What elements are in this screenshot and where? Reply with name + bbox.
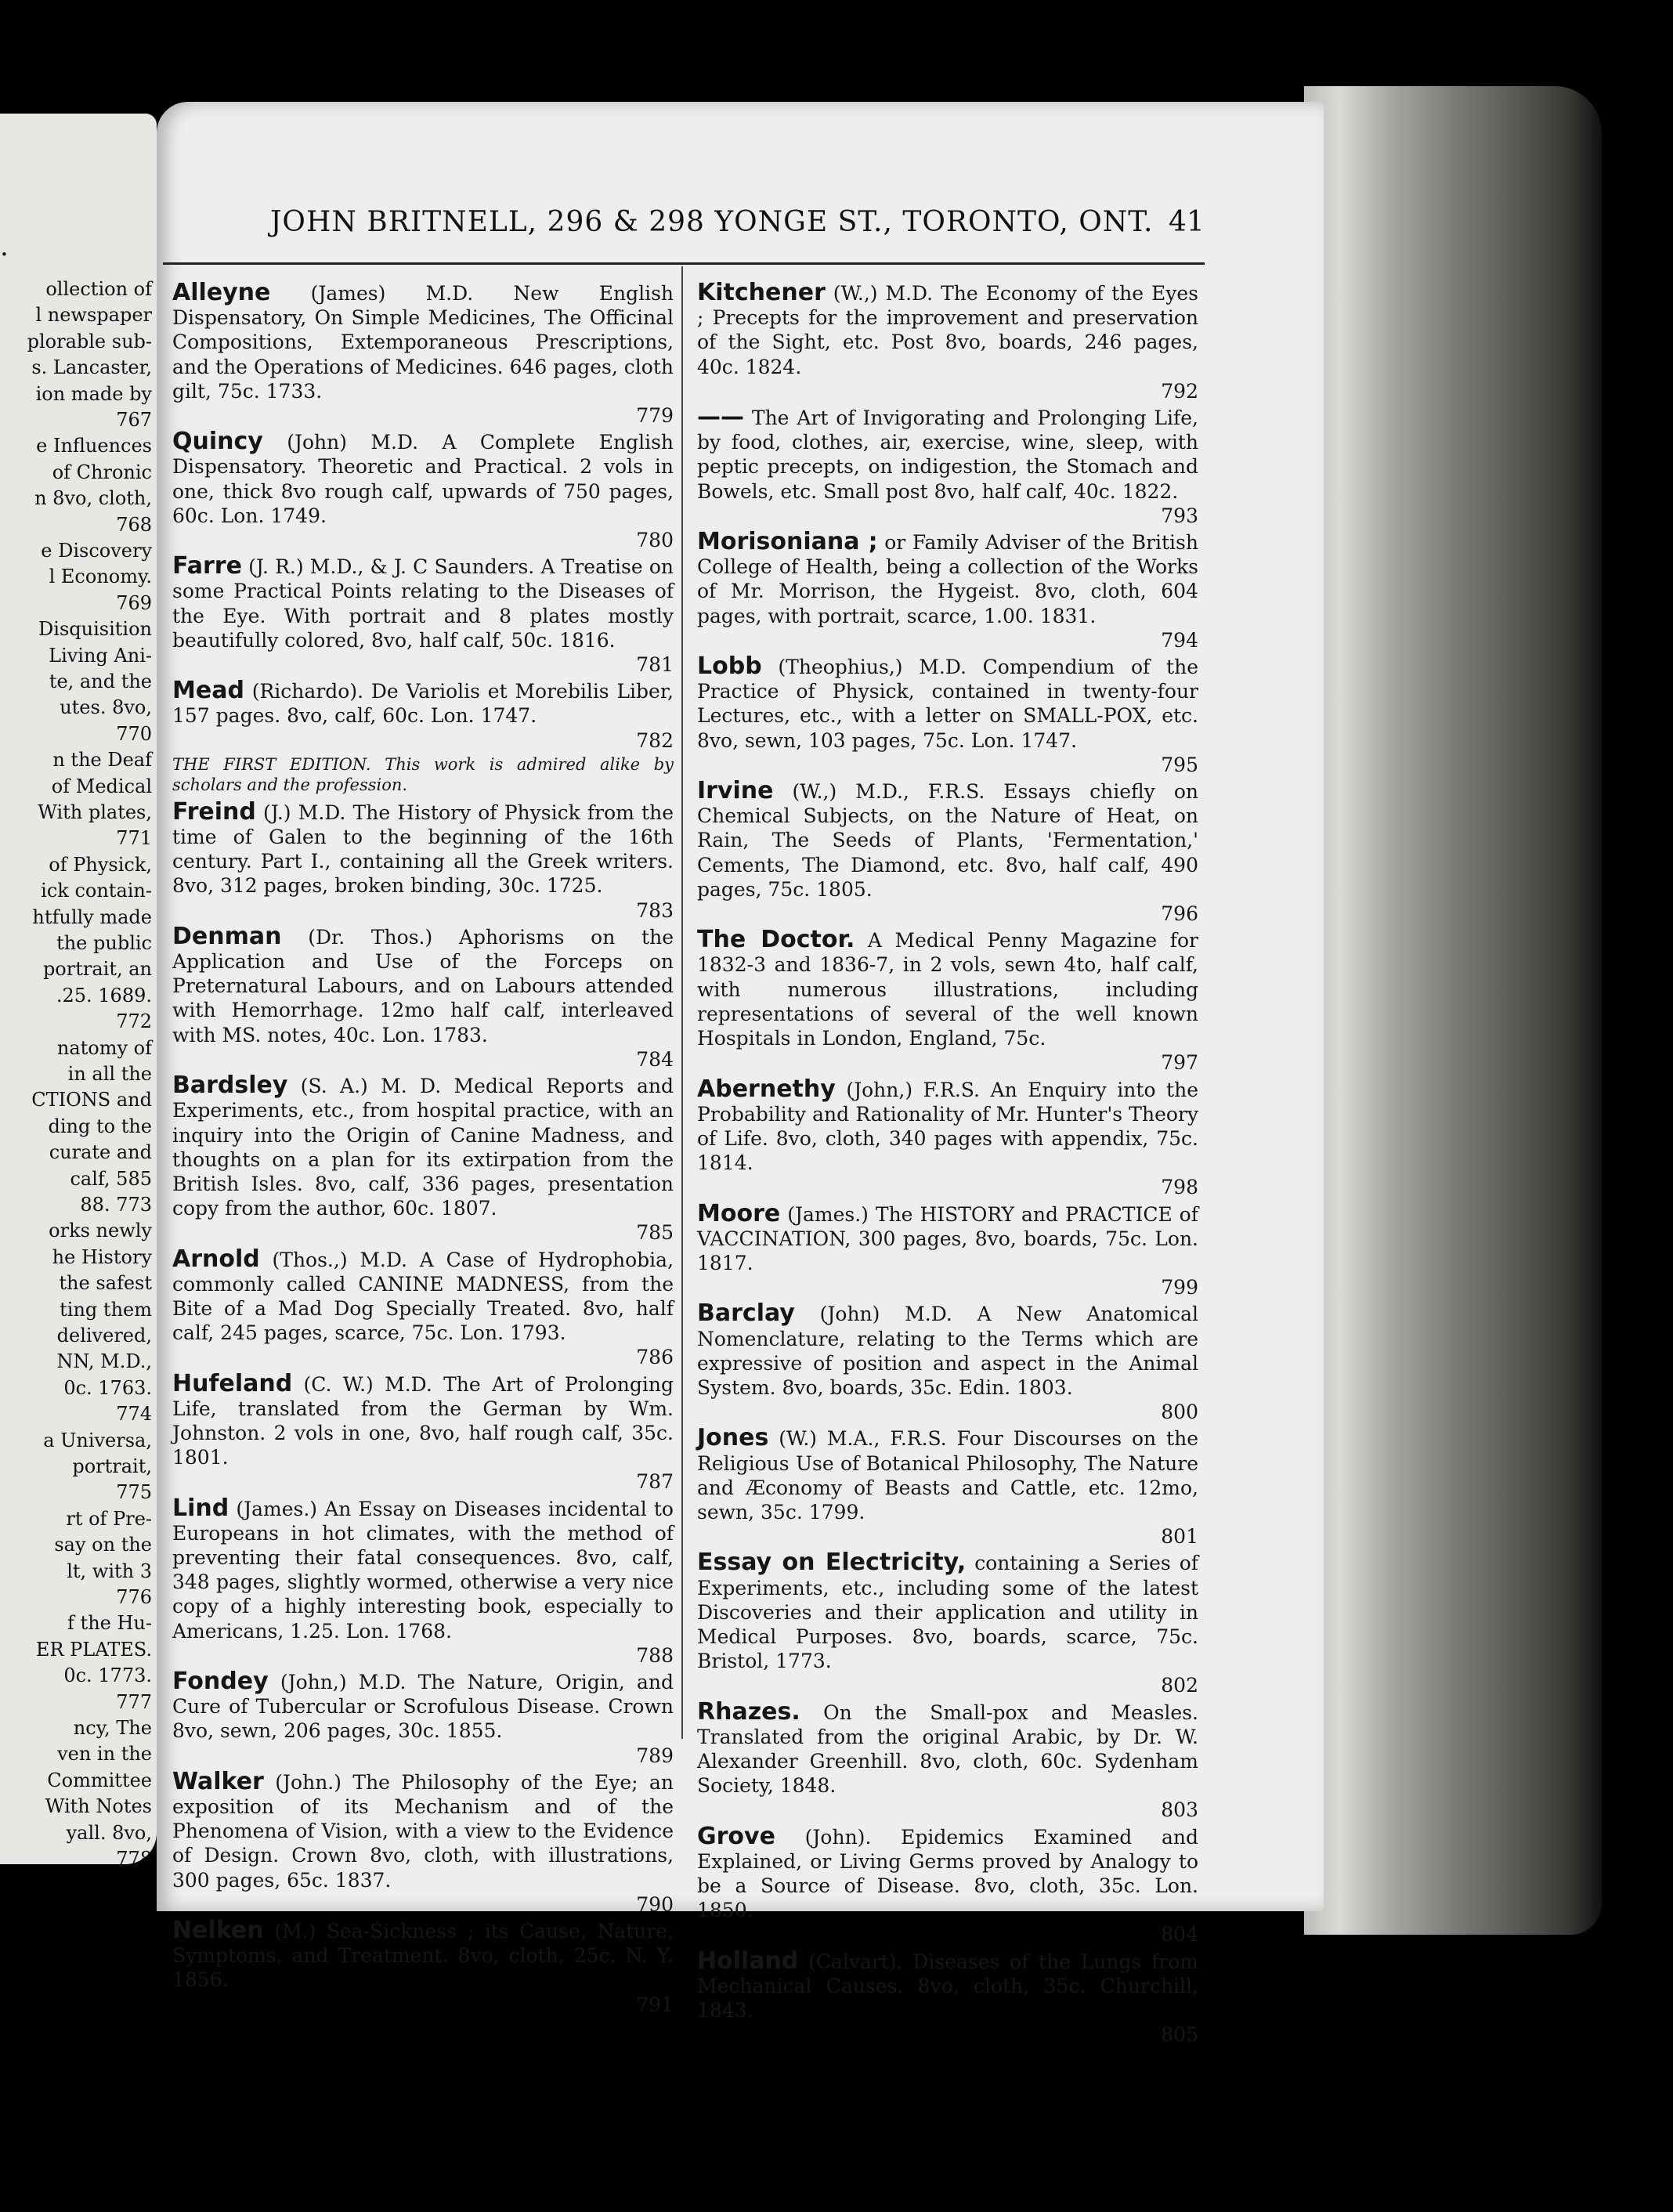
- entry-author: Morisoniana ;: [697, 528, 878, 556]
- header-rule: [163, 262, 1205, 265]
- facing-page-text-fragment: in all the: [67, 1063, 152, 1085]
- entry-number: 779: [636, 404, 674, 428]
- entry-description: (W.,) M.D. The Economy of the Eyes ; Precepts for the improvement and preservation of the Sight, etc. Post 8vo, boards, 246 pages, 40c. 1824.: [697, 282, 1198, 378]
- catalogue-entry: [172, 1369, 674, 1495]
- entry-number: 803: [1161, 1798, 1198, 1822]
- facing-page-text-fragment: 767: [116, 409, 152, 431]
- entry-author: Moore: [697, 1199, 781, 1227]
- entry-author: Barclay: [697, 1299, 795, 1328]
- facing-page-text-fragment: yall. 8vo,: [66, 1821, 152, 1844]
- facing-page-text-fragment: ting them: [60, 1298, 152, 1321]
- entry-author: Hufeland: [172, 1369, 293, 1397]
- catalogue-entry: [697, 779, 1198, 926]
- entry-number: 802: [1161, 1674, 1198, 1697]
- facing-page-text-fragment: 769: [116, 591, 152, 614]
- facing-page-text-fragment: te, and the: [49, 670, 152, 692]
- entry-author: Denman: [172, 922, 282, 950]
- entry-number: 784: [636, 1047, 674, 1071]
- catalogue-entry: [697, 1077, 1198, 1200]
- facing-page-text-fragment: 770: [116, 722, 152, 745]
- catalogue-entry: [697, 1824, 1198, 1947]
- entry-author: Quincy: [172, 428, 263, 456]
- entry-number: 800: [1161, 1401, 1198, 1424]
- catalogue-entry: [172, 1247, 674, 1370]
- facing-page-text-fragment: Living Ani-: [49, 644, 152, 667]
- entry-number: 791: [636, 1993, 674, 2016]
- facing-page-text-fragment: say on the: [54, 1534, 152, 1556]
- entry-description: (John,) M.D. The Nature, Origin, and Cure of Tubercular or Scrofulous Disease. Crown 8vo, sewn, 206 pages, 30c. 1855.: [172, 1670, 674, 1743]
- entry-number: 793: [1161, 504, 1198, 527]
- entry-number: 798: [1161, 1176, 1198, 1199]
- entry-author: Mead: [172, 677, 244, 705]
- entry-number: 786: [636, 1346, 674, 1369]
- facing-page-text-fragment: NN, M.D.,: [56, 1350, 152, 1373]
- catalogue-entry: [697, 1426, 1198, 1549]
- entry-author: Walker: [172, 1767, 264, 1795]
- entry-number: 794: [1161, 628, 1198, 652]
- facing-page-text-fragment: delivered,: [56, 1325, 152, 1346]
- facing-page-text-fragment: utes. 8vo,: [60, 696, 152, 719]
- entry-author: Rhazes.: [697, 1697, 800, 1726]
- entry-description: (James) M.D. New English Dispensatory, On Simple Medicines, The Officinal Compositions, Extemporaneous Prescriptions, and the Operations of Medicines. 646 pages, cloth gilt, 75c. 1733.: [172, 282, 674, 403]
- catalogue-entry: [697, 1697, 1198, 1823]
- facing-page-text-fragment: ding to the: [48, 1115, 152, 1137]
- entry-author: Grove: [697, 1822, 775, 1850]
- entry-number: 797: [1161, 1051, 1198, 1075]
- facing-page-text-fragment: of Physick,: [49, 853, 152, 876]
- entry-author: Lind: [172, 1494, 229, 1522]
- entry-description: (John). Epidemics Examined and Explained, or Living Germs proved by Analogy to be a Source of Disease. 8vo, cloth, 35c. Lon. 1850.: [697, 1825, 1198, 1922]
- facing-page-text-fragment: 0c. 1763.: [63, 1376, 152, 1399]
- entry-description: (Calvart). Diseases of the Lungs from Mechanical Causes. 8vo, cloth, 35c. Churchill, 1843.: [697, 1950, 1198, 2022]
- facing-page-text-fragment: 775: [116, 1481, 152, 1504]
- facing-page-text-fragment: 88. 773: [80, 1194, 152, 1216]
- catalogue-entry: [172, 924, 674, 1072]
- facing-page-text-fragment: CTIONS and: [31, 1089, 152, 1111]
- entry-number: 805: [1161, 2023, 1198, 2047]
- facing-page-text-fragment: s. Lancaster,: [31, 356, 152, 379]
- entry-description: (James.) The HISTORY and PRACTICE of VACCINATION, 300 pages, 8vo, boards, 75c. Lon. 1817.: [697, 1202, 1198, 1274]
- facing-page-text-fragment: ick contain-: [41, 880, 152, 902]
- entry-description: A Medical Penny Magazine for 1832-3 and 1836-7, in 2 vols, sewn 4to, half calf, with numerous illustrations, including representations of several of the well known Hospitals in London, England, 75c.: [697, 929, 1198, 1050]
- entry-description: (W.,) M.D., F.R.S. Essays chiefly on Chemical Subjects, on the Nature of Heat, on Rain, The Seeds of Plants, 'Fermentation,' Cements, The Diamond, etc. 8vo, half calf, 490 pages, 75c. 1805.: [697, 780, 1198, 901]
- entry-number: 789: [636, 1744, 674, 1767]
- entry-number: 781: [636, 653, 674, 677]
- facing-page-text-fragment: of Medical: [51, 775, 152, 797]
- facing-page-text-fragment: 776: [116, 1586, 152, 1608]
- right-column: [697, 280, 1198, 2048]
- entry-description: (John,) F.R.S. An Enquiry into the Probability and Rationality of Mr. Hunter's Theory of Life. 8vo, cloth, 340 pages with appendix, 75c. 1814.: [697, 1078, 1198, 1175]
- facing-page-text-fragment: portrait,: [72, 1455, 152, 1477]
- entry-author: Essay on Electricity,: [697, 1549, 967, 1577]
- facing-page-text-fragment: Committee: [47, 1769, 152, 1791]
- catalogue-entry: [697, 280, 1198, 403]
- entry-author: Abernethy: [697, 1075, 836, 1103]
- catalogue-entry: [172, 429, 674, 552]
- entry-description: (John) M.D. A Complete English Dispensatory. Theoretic and Practical. 2 vols in one, thick 8vo rough calf, upwards of 750 pages, 60c. Lon. 1749.: [172, 431, 674, 527]
- catalogue-entry: [172, 678, 674, 753]
- facing-page-header-fragment: .: [0, 231, 9, 262]
- facing-page-text-fragment: orks newly: [49, 1220, 152, 1242]
- column-divider: [681, 266, 683, 1739]
- catalogue-entry: [172, 1669, 674, 1768]
- running-head: JOHN BRITNELL, 296 & 298 YONGE ST., TORONTO, ONT.: [270, 206, 1154, 238]
- entry-author: ——: [697, 403, 744, 432]
- facing-page-text-fragment: the safest: [59, 1272, 152, 1295]
- entry-number: 801: [1161, 1525, 1198, 1549]
- left-column: [172, 280, 674, 2019]
- catalogue-entry: [172, 1918, 674, 2017]
- entry-number: 788: [636, 1643, 674, 1667]
- facing-page-text-fragment: n the Deaf: [52, 749, 152, 772]
- catalogue-entry: [697, 1199, 1198, 1300]
- catalogue-entry: [172, 1496, 674, 1668]
- entry-author: Alleyne: [172, 279, 271, 306]
- entry-description: On the Small-pox and Measles. Translated from the original Arabic, by Dr. W. Alexander Greenhill. 8vo, cloth, 60c. Sydenham Society, 1848.: [697, 1701, 1198, 1798]
- catalogue-entry: [697, 927, 1198, 1075]
- entry-number: 795: [1161, 753, 1198, 776]
- facing-page-text-fragment: l newspaper: [35, 304, 152, 327]
- facing-page-text-fragment: e Discovery: [41, 540, 152, 562]
- facing-page-text-fragment: 778: [116, 1848, 152, 1864]
- page-number: 41: [1169, 206, 1205, 238]
- entry-author: Freind: [172, 797, 256, 826]
- entry-description: The Art of Invigorating and Prolonging Life, by food, clothes, air, exercise, wine, sleep, with peptic precepts, on indigestion, the Stomach and Bowels, etc. Small post 8vo, half calf, 40c. 1822.: [697, 407, 1198, 503]
- entry-number: 796: [1161, 902, 1198, 926]
- entry-author: Kitchener: [697, 279, 826, 306]
- facing-page-text-fragment: plorable sub-: [27, 330, 152, 352]
- entry-author: Farre: [172, 552, 242, 580]
- facing-page-text-fragment: he History: [52, 1245, 152, 1268]
- facing-page-text-fragment: rt of Pre-: [66, 1507, 152, 1530]
- entry-author: The Doctor.: [697, 926, 855, 954]
- catalogue-entry: [172, 797, 674, 923]
- entry-author: Bardsley: [172, 1072, 288, 1100]
- facing-page-text-fragment: .25. 1689.: [56, 984, 152, 1007]
- entry-author: Nelken: [172, 1917, 264, 1944]
- facing-page-text-fragment: the public: [56, 932, 152, 954]
- facing-page-text-fragment: 0c. 1773.: [63, 1664, 152, 1687]
- catalogue-entry: [697, 530, 1198, 652]
- entry-description: (S. A.) M. D. Medical Reports and Experiments, etc., from hospital practice, with an inquiry into the Origin of Canine Madness, and thoughts on a plan for its extirpation from the British Isles. 8vo, calf, 336 pages, presentation copy from the author, 60c. 1807.: [172, 1075, 674, 1220]
- facing-page-text-fragment: 771: [116, 827, 152, 850]
- facing-page-text-fragment: portrait, an: [42, 958, 152, 981]
- catalogue-entry: [172, 1073, 674, 1245]
- entry-author: Holland: [697, 1946, 799, 1975]
- facing-page-text-fragment: 768: [116, 513, 152, 536]
- facing-page-text-fragment: 777: [116, 1690, 152, 1713]
- entry-author: Arnold: [172, 1245, 260, 1273]
- entry-note: THE FIRST EDITION. This work is admired alike by scholars and the profession.: [172, 754, 674, 794]
- facing-page-text-fragment: natomy of: [56, 1036, 152, 1059]
- facing-page-text-fragment: of Chronic: [52, 461, 152, 483]
- entry-description: (John) M.D. A New Anatomical Nomenclature, relating to the Terms which are expressive of position and aspect in the Animal System. 8vo, boards, 35c. Edin. 1803.: [697, 1303, 1198, 1399]
- entry-description: (J.) M.D. The History of Physick from the time of Galen to the beginning of the 16th century. Part I., containing all the Greek writers. 8vo, 312 pages, broken binding, 30c. 1725.: [172, 801, 674, 898]
- facing-page-text-fragment: Disquisition: [38, 618, 152, 641]
- entry-number: 783: [636, 898, 674, 922]
- facing-page-text-fragment: With plates,: [38, 801, 152, 823]
- entry-description: (C. W.) M.D. The Art of Prolonging Life, translated from the German by Wm. Johnston. 2 vols in one, 8vo, half rough calf, 35c. 1801.: [172, 1372, 674, 1469]
- entry-number: 792: [1161, 379, 1198, 403]
- facing-page-text-fragment: htfully made: [32, 905, 152, 928]
- entry-number: 787: [636, 1470, 674, 1494]
- facing-page-text-fragment: 772: [116, 1010, 152, 1033]
- facing-page-text-fragment: a Universa,: [43, 1429, 152, 1451]
- entry-number: 799: [1161, 1276, 1198, 1299]
- facing-page-text-fragment: lt, with 3: [67, 1560, 152, 1582]
- facing-page-text-fragment: ER PLATES.: [35, 1638, 152, 1661]
- facing-page-text-fragment: f the Hu-: [67, 1612, 152, 1635]
- facing-page-text-fragment: ven in the: [57, 1743, 152, 1766]
- facing-page-text-fragment: ncy, The: [73, 1717, 152, 1739]
- entry-author: Fondey: [172, 1667, 269, 1695]
- catalogue-entry: [697, 405, 1198, 528]
- entry-description: (J. R.) M.D., & J. C Saunders. A Treatise on some Practical Points relating to the Diseases of the Eye. With portrait and 8 plates mostly beautifully colored, 8vo, half calf, 50c. 1816.: [172, 555, 674, 652]
- entry-description: (M.) Sea-Sickness ; its Cause, Nature, Symptoms, and Treatment. 8vo, cloth, 25c. N. Y. 1856.: [172, 1920, 674, 1992]
- page-block-edge: [1304, 86, 1602, 1935]
- entry-author: Lobb: [697, 652, 762, 681]
- catalogue-entry: [697, 654, 1198, 777]
- entry-number: 790: [636, 1892, 674, 1916]
- catalogue-entry: [697, 1301, 1198, 1424]
- catalogue-entry: [697, 1550, 1198, 1697]
- entry-number: 785: [636, 1221, 674, 1245]
- entry-author: Irvine: [697, 777, 774, 805]
- entry-description: (James.) An Essay on Diseases incidental to Europeans in hot climates, with the method of preventing their fatal consequences. 8vo, calf, 348 pages, slightly wormed, otherwise a very nice copy of a highly interesting book, especially to Americans, 1.25. Lon. 1768.: [172, 1497, 674, 1643]
- catalogue-entry: [697, 1946, 1198, 2048]
- facing-page-text-fragment: calf, 585: [70, 1167, 152, 1190]
- facing-page-text-fragment: ollection of: [45, 278, 152, 300]
- entry-description: or Family Adviser of the British College of Health, being a collection of the Works of Mr. Morrison, the Hygeist. 8vo, cloth, 604 pages, with portrait, scarce, 1.00. 1831.: [697, 531, 1198, 627]
- entry-description: (Dr. Thos.) Aphorisms on the Application and Use of the Forceps on Preternatural Labours, and on Labours attended with Hemorrhage. 12mo half calf, interleaved with MS. notes, 40c. Lon. 1783.: [172, 925, 674, 1046]
- entry-number: 780: [636, 529, 674, 552]
- facing-page-text-fragment: l Economy.: [49, 566, 152, 588]
- catalogue-entry: [172, 554, 674, 677]
- entry-number: 782: [636, 728, 674, 752]
- facing-page-text-fragment: With Notes: [45, 1795, 152, 1818]
- facing-page-text-fragment: 774: [116, 1403, 152, 1426]
- facing-page-text-fragment: ion made by: [35, 382, 152, 405]
- entry-number: 804: [1161, 1923, 1198, 1946]
- entry-description: (Thos.,) M.D. A Case of Hydrophobia, commonly called CANINE MADNESS, from the Bite of a Mad Dog Specially Treated. 8vo, half calf, 245 pages, scarce, 75c. Lon. 1793.: [172, 1248, 674, 1345]
- entry-description: (Richardo). De Variolis et Morebilis Liber, 157 pages. 8vo, calf, 60c. Lon. 1747.: [172, 680, 674, 728]
- facing-page-text-fragment: n 8vo, cloth,: [34, 487, 152, 510]
- facing-page: [0, 114, 157, 1864]
- entry-description: (Theophius,) M.D. Compendium of the Practice of Physick, contained in twenty-four Lectures, etc., with a letter on SMALL-POX, etc. 8vo, sewn, 103 pages, 75c. Lon. 1747.: [697, 656, 1198, 752]
- entry-description: (John.) The Philosophy of the Eye; an exposition of its Mechanism and of the Phenomena of Vision, with a view to the Evidence of Design. Crown 8vo, cloth, with illustrations, 300 pages, 65c. 1837.: [172, 1770, 674, 1892]
- facing-page-text-fragment: e Influences: [36, 435, 152, 457]
- facing-page-text-fragment: curate and: [49, 1141, 152, 1164]
- entry-description: (W.) M.A., F.R.S. Four Discourses on the Religious Use of Botanical Philosophy, The Nature and Æconomy of Beasts and Cattle, etc. 12mo, sewn, 35c. 1799.: [697, 1427, 1198, 1523]
- catalogue-entry: [172, 280, 674, 428]
- entry-description: containing a Series of Experiments, etc., including some of the latest Discoveries and their application and utility in Medical Purposes. 8vo, boards, scarce, 75c. Bristol, 1773.: [697, 1552, 1198, 1673]
- catalogue-entry: [172, 1769, 674, 1917]
- entry-author: Jones: [697, 1424, 769, 1452]
